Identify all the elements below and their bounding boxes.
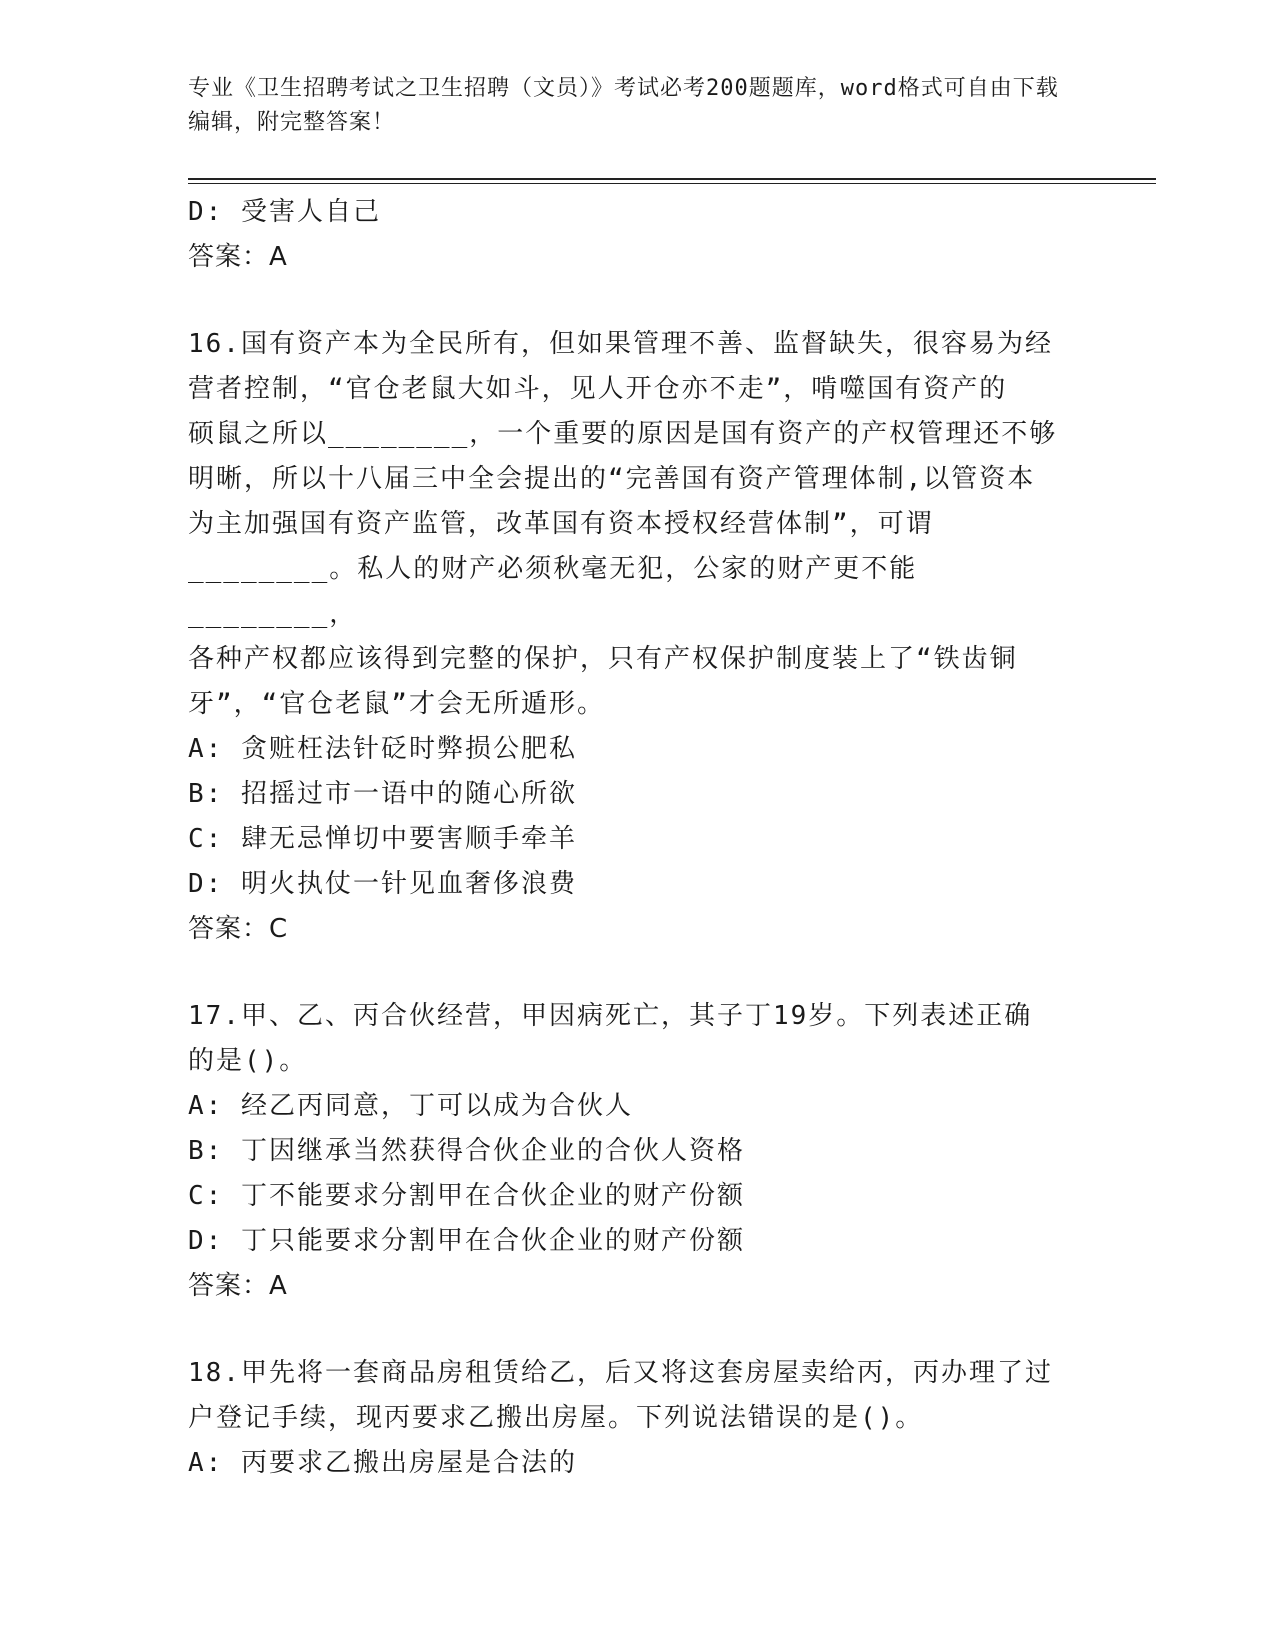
question-content — [188, 190, 1068, 1486]
question-17-option-c: C: 丁不能要求分割甲在合伙企业的财产份额 — [188, 1181, 745, 1211]
question-16 — [188, 322, 1068, 952]
question-16-answer: 答案：C — [188, 914, 289, 944]
prev-answer: 答案：A — [188, 242, 288, 272]
question-17-option-a: A: 经乙丙同意，丁可以成为合伙人 — [188, 1091, 633, 1121]
spacer — [188, 280, 1068, 322]
question-16-option-b: B: 招摇过市一语中的随心所欲 — [188, 779, 577, 809]
question-17 — [188, 994, 1068, 1309]
question-16-line: 牙”，“官仓老鼠”才会无所遁形。 — [188, 689, 605, 719]
question-16-line: 营者控制，“官仓老鼠大如斗，见人开仓亦不走”，啃噬国有资产的 — [188, 374, 1008, 404]
prev-option-d: D: 受害人自己 — [188, 197, 381, 227]
question-18-line: 18.甲先将一套商品房租赁给乙，后又将这套房屋卖给丙，丙办理了过 — [188, 1358, 1053, 1388]
question-16-line: 明晰，所以十八届三中全会提出的“完善国有资产管理体制,以管资本 — [188, 464, 1036, 494]
question-17-line: 17.甲、乙、丙合伙经营，甲因病死亡，其子丁19岁。下列表述正确 — [188, 1001, 1033, 1031]
question-17-option-b: B: 丁因继承当然获得合伙企业的合伙人资格 — [188, 1136, 745, 1166]
question-18-line: 户登记手续，现丙要求乙搬出房屋。下列说法错误的是()。 — [188, 1403, 924, 1433]
question-18 — [188, 1351, 1068, 1486]
question-16-option-d: D: 明火执仗一针见血奢侈浪费 — [188, 869, 577, 899]
question-16-line: 各种产权都应该得到完整的保护，只有产权保护制度装上了“铁齿铜 — [188, 644, 1018, 674]
question-16-line: 16.国有资产本为全民所有，但如果管理不善、监督缺失，很容易为经 — [188, 329, 1053, 359]
question-17-answer: 答案：A — [188, 1271, 288, 1301]
question-16-option-c: C: 肆无忌惮切中要害顺手牵羊 — [188, 824, 577, 854]
question-16-option-a: A: 贪赃枉法针砭时弊损公肥私 — [188, 734, 577, 764]
page-header-title: 专业《卫生招聘考试之卫生招聘（文员）》考试必考200题题库，word格式可自由下载编辑，附完整答案！ — [188, 76, 1059, 135]
question-17-line: 的是()。 — [188, 1046, 308, 1076]
spacer — [188, 1309, 1068, 1351]
question-17-option-d: D: 丁只能要求分割甲在合伙企业的财产份额 — [188, 1226, 745, 1256]
question-16-line: 为主加强国有资产监管，改革国有资本授权经营体制”，可谓 — [188, 509, 934, 539]
header-divider-thin — [188, 183, 1156, 184]
question-18-option-a: A: 丙要求乙搬出房屋是合法的 — [188, 1448, 577, 1478]
spacer — [188, 952, 1068, 994]
question-16-line: ________。私人的财产必须秋毫无犯，公家的财产更不能________， — [188, 554, 918, 629]
question-16-line: 硕鼠之所以________，一个重要的原因是国有资产的产权管理还不够 — [188, 419, 1058, 449]
header-divider-thick — [188, 178, 1156, 180]
